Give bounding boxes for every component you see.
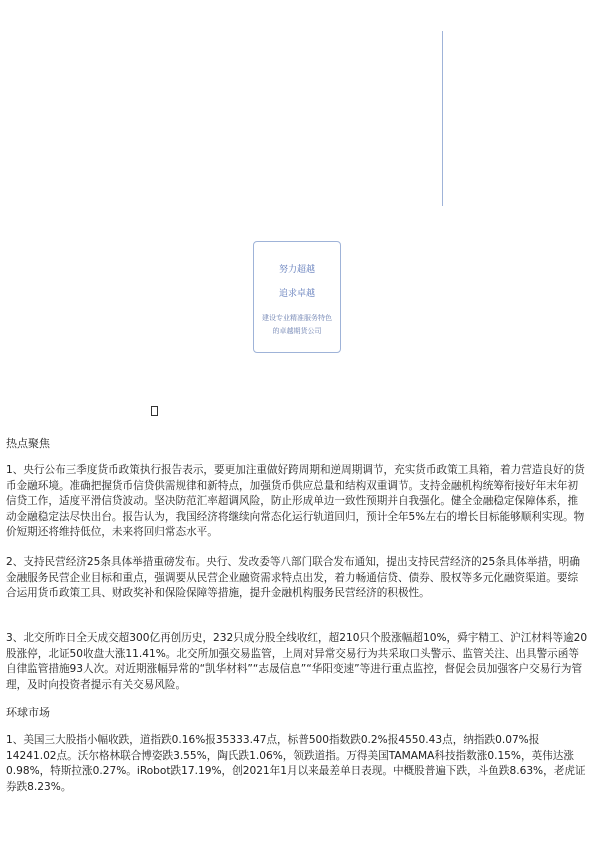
hot-item-3: 3、北交所昨日全天成交超300亿再创历史，232只成分股全线收红，超210只个股涨幅超10%，舜宇精工、沪江材料等逾20股涨停，北证50收盘大涨11.41%。北交所加强交易监管，上周对异常交易行为共采取口头警示、监管关注、出具警示函等自律监管措施93人次。对近期涨幅异常的“凯华材料”“志晟信息”“华阳变速”等进行重点监控，督促会员加强客户交易行为管理，及时向投资者提示有关交易风险。 — [6, 632, 588, 691]
slogan-badge — [253, 241, 341, 353]
section-title-hot: 热点聚焦 — [6, 437, 50, 450]
hot-item-1: 1、央行公布三季度货币政策执行报告表示，要更加注重做好跨周期和逆周期调节，充实货币政策工具箱，着力营造良好的货币金融环境。准确把握货币信贷供需规律和新特点，加强货币供应总量和结构双重调节。支持金融机构统筹衔接好年末年初信贷工作，适度平滑信贷波动。坚决防范汇率超调风险，防止形成单边一致性预期并自我强化。健全金融稳定保障体系，推动金融稳定法尽快出台。报告认为，我国经济将继续向常态化运行轨道回归，预计全年5%左右的增长目标能够顺利实现。物价短期还将维持低位，未来将回归常态水平。 — [6, 464, 585, 538]
section-title-global: 环球市场 — [6, 706, 50, 719]
global-item-1: 1、美国三大股指小幅收跌，道指跌0.16%报35333.47点，标普500指数跌0.2%报4550.43点，纳指跌0.07%报14241.02点。沃尔格林联合博姿跌3.55%，陶氏跌1.06%，领跌道指。万得美国TAMAMA科技指数涨0.15%，英伟达涨0.98%，特斯拉涨0.27%。iRobot跌17.19%，创2021年1月以来最差单日表现。中概股普遍下跌，斗鱼跌8.63%，老虎证券跌8.23%。 — [6, 734, 586, 793]
hot-item-2: 2、支持民营经济25条具体举措重磅发布。央行、发改委等八部门联合发布通知，提出支持民营经济的25条具体举措，明确金融服务民营企业目标和重点，强调要从民营企业融资需求特点出发，着力畅通信贷、债券、股权等多元化融资渠道。要综合运用货币政策工具、财政奖补和保险保障等措施，提升金融机构服务民营经济的积极性。 — [6, 556, 580, 599]
decorative-vertical-line — [442, 31, 443, 206]
slogan-line-3: 建设专业精准服务特色的卓越期货公司 — [262, 314, 332, 335]
missing-glyph-icon — [151, 406, 158, 416]
slogan-line-2: 追求卓越 — [278, 289, 315, 299]
slogan-line-1: 努力超越 — [278, 265, 315, 275]
